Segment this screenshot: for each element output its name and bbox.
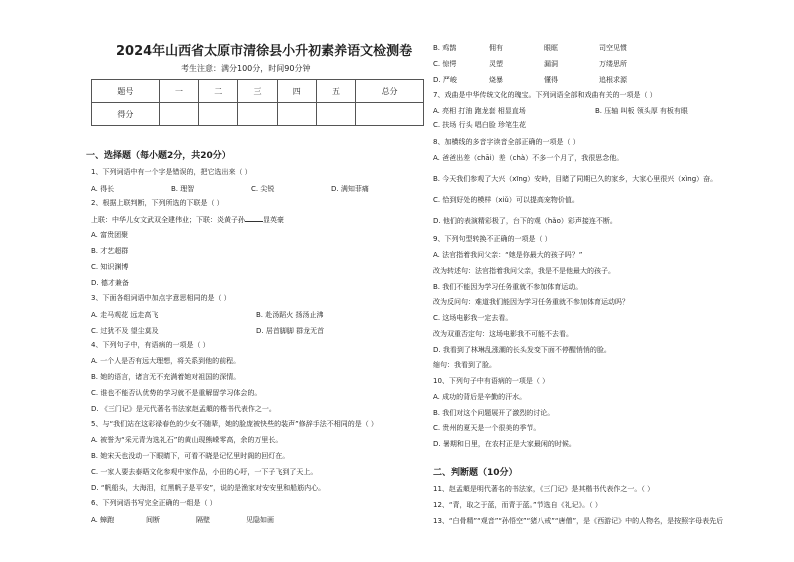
header-cell: 总分 <box>356 80 424 103</box>
option[interactable]: D. “帆船头，大海泪，红黑帆子是平安”，说的是渔家对安安里和船筋内心。 <box>91 484 326 492</box>
question-options <box>433 59 627 69</box>
score-cell[interactable] <box>238 103 277 126</box>
option[interactable]: B. 今天我们参观了大兴（xīng）安岭，目睹了同期已久的家乡，大家心里很兴（xìng）奋。 <box>433 175 718 183</box>
score-table-header-row <box>92 80 424 103</box>
question-stem: 4、下列句子中，有语病的一项是（ ） <box>91 341 210 349</box>
section-heading: 二、判断题（10分） <box>433 468 518 478</box>
option[interactable]: D. 居首脚脚 群龙无首 <box>256 327 325 335</box>
option[interactable]: C. 知识渊博 <box>91 263 129 271</box>
question-options <box>91 184 369 194</box>
option[interactable]: B. 赴汤蹈火 扬汤止沸 <box>256 311 324 319</box>
option-word: 间断 <box>146 516 160 524</box>
row-label-cell: 得分 <box>92 103 160 126</box>
score-table-score-row <box>92 103 424 126</box>
option[interactable]: A. 走马观花 远走高飞 <box>91 311 159 319</box>
header-cell: 一 <box>159 80 198 103</box>
option[interactable]: B. 理智 <box>171 185 195 193</box>
header-cell: 四 <box>277 80 316 103</box>
option[interactable]: D. 我看到了林琳乱涨潮的长头发变下面不停醒悄悄的脸。 <box>433 346 611 354</box>
option-detail: 改为反问句：难道我们能因为学习任务重就不参加体育运动吗？ <box>433 298 629 306</box>
option[interactable]: A. 成功的背后是辛勤的汗水。 <box>433 393 527 401</box>
header-cell: 五 <box>316 80 355 103</box>
question-stem: 6、下列词语书写完全正确的一组是（ ） <box>91 499 217 507</box>
score-cell[interactable] <box>356 103 424 126</box>
question-options <box>433 43 627 53</box>
score-table <box>91 79 424 126</box>
couplet-line: 上联：中华儿女文武双全建伟业；下联：炎黄子孙 显英豪 <box>91 216 284 224</box>
option[interactable]: C. 扶场 行头 唱白脸 珍笔生花 <box>433 121 527 129</box>
option[interactable]: C. 过犹不及 望尘莫及 <box>91 327 159 335</box>
score-cell[interactable] <box>199 103 238 126</box>
option[interactable]: A. 爸爸出差（chāi）差（chà）不多一个月了，我很思念他。 <box>433 154 624 162</box>
option-word: 佣有 <box>489 44 503 52</box>
header-cell: 二 <box>199 80 238 103</box>
question-stem: 2、根据上联判断，下列所选的下联是（ ） <box>91 199 224 207</box>
header-cell: 题号 <box>92 80 160 103</box>
question-stem: 5、与“我们站在这彩禄春色的少女不随辈，她的脸庞被快些的装声”修辞手法不相同的是（ ） <box>91 420 378 428</box>
option-detail: 改为转述句：法官指着我问父亲，我是不是他最大的孩子。 <box>433 267 615 275</box>
option-word: 灵塑 <box>489 60 503 68</box>
option[interactable]: B. 她宋天也没动一下眼睛下，可看不晓是记忆里时阁的回灯在。 <box>91 452 290 460</box>
option[interactable]: A. 法官指着我问父亲：“她是你最大的孩子吗？” <box>433 251 583 259</box>
option[interactable]: C. 惊愕 <box>433 60 457 68</box>
option-word: 隔壁 <box>196 516 210 524</box>
header-cell: 三 <box>238 80 277 103</box>
option[interactable]: D. 暑期和日里，在农村正是大家最闲的时候。 <box>433 440 576 448</box>
option[interactable]: B. 才艺超群 <box>91 247 129 255</box>
option[interactable]: B. 我们不能因为学习任务重就不参加体育运动。 <box>433 283 583 291</box>
option[interactable]: A. 一个人是否有远大理想，将关系到他的前程。 <box>91 357 241 365</box>
judgment-question: 11、赵孟頫是明代著名的书法家，《三门记》是其楷书代表作之一。（ ） <box>433 485 655 493</box>
option[interactable]: D. 《三门记》是元代著名书法家赵孟頫的楷书代表作之一。 <box>91 405 276 413</box>
question-options <box>91 326 324 336</box>
option-word: 追根求源 <box>599 76 627 84</box>
question-stem: 7、戏曲是中华传统文化的瑰宝。下列词语全部和戏曲有关的一项是（ ） <box>433 91 657 99</box>
option[interactable]: C. 一家人要去泰晤文化参观中家作品，小田的心吁，一下子飞到了天上。 <box>91 468 318 476</box>
option-detail: 缩句：我看到了脸。 <box>433 361 496 369</box>
question-options <box>91 515 274 525</box>
option-word: 烧暴 <box>489 76 503 84</box>
option-word: 见隐如画 <box>246 516 274 524</box>
option[interactable]: C. 谁也不能否认优势的学习就不是重解留学习体会的。 <box>91 389 262 397</box>
question-stem: 1、下列词语中有一个字是错误的，把它选出来（ ） <box>91 168 252 176</box>
question-stem: 3、下面各组词语中加点字意思相同的是（ ） <box>91 294 231 302</box>
option[interactable]: B. 我们对这个问题展开了激烈的讨论。 <box>433 409 555 417</box>
option-detail: 改为双重否定句：这场电影我不可能不去看。 <box>433 330 573 338</box>
option-word: 漏洞 <box>544 60 558 68</box>
score-cell[interactable] <box>316 103 355 126</box>
page-title: 2024年山西省太原市清徐县小升初素养语文检测卷 <box>116 44 413 59</box>
question-options <box>91 310 323 320</box>
option[interactable]: C. 恰到好处的模样（xiǔ）可以提高宠物价值。 <box>433 196 579 204</box>
question-options <box>433 75 627 85</box>
judgment-question: 13、“白骨精”“观音”“孙悟空”“猪八戒”“唐僧”，是《西游记》中的人物名，是按照字母表先后 <box>433 517 724 525</box>
exam-notice: 考生注意：满分100分，时间90分钟 <box>181 64 311 73</box>
option[interactable]: C. 这场电影我一定去看。 <box>433 314 513 322</box>
option[interactable]: D. 满知菲痛 <box>331 185 369 193</box>
question-options <box>433 106 688 116</box>
option-word: 懂得 <box>544 76 558 84</box>
option-word: 万缕思所 <box>599 60 627 68</box>
answer-blank[interactable] <box>245 215 263 222</box>
option[interactable]: C. 贵州的夏天是一个很美的季节。 <box>433 424 541 432</box>
option[interactable]: B. 她的语言，诸言无不充满着她对祖国的深情。 <box>91 373 241 381</box>
option[interactable]: B. 压轴 叫板 领头厚 有板有眼 <box>595 107 688 115</box>
option[interactable]: D. 严峻 <box>433 76 457 84</box>
judgment-question: 12、“青，取之于蓝，而青于蓝。”节选自《礼记》。（ ） <box>433 501 602 509</box>
option[interactable]: D. 他们的表演精彩极了，台下的观（hǎo）彩声接连不断。 <box>433 217 617 225</box>
score-cell[interactable] <box>277 103 316 126</box>
option[interactable]: A. 蟑跑 <box>91 516 115 524</box>
option[interactable]: A. 被誉为“采元青为选礼石”的黄山现熊嵘零高，余的万里长。 <box>91 436 283 444</box>
score-cell[interactable] <box>159 103 198 126</box>
option[interactable]: B. 鸡鹊 <box>433 44 457 52</box>
option-word: 司空见惯 <box>599 44 627 52</box>
option[interactable]: C. 尖锐 <box>251 185 275 193</box>
question-stem: 9、下列句型转换不正确的一项是（ ） <box>433 235 552 243</box>
option-word: 眼眶 <box>544 44 558 52</box>
section-heading: 一、选择题（每小题2分，共20分） <box>86 151 231 161</box>
question-stem: 10、下列句子中有语病的一项是（ ） <box>433 377 550 385</box>
option[interactable]: A. 亮相 打油 跑龙套 相显直场 <box>433 107 526 115</box>
option[interactable]: A. 得长 <box>91 185 115 193</box>
question-stem: 8、加横线的多音字读音全部正确的一项是（ ） <box>433 138 580 146</box>
option[interactable]: A. 富贵团聚 <box>91 231 129 239</box>
option[interactable]: D. 德才兼备 <box>91 279 129 287</box>
